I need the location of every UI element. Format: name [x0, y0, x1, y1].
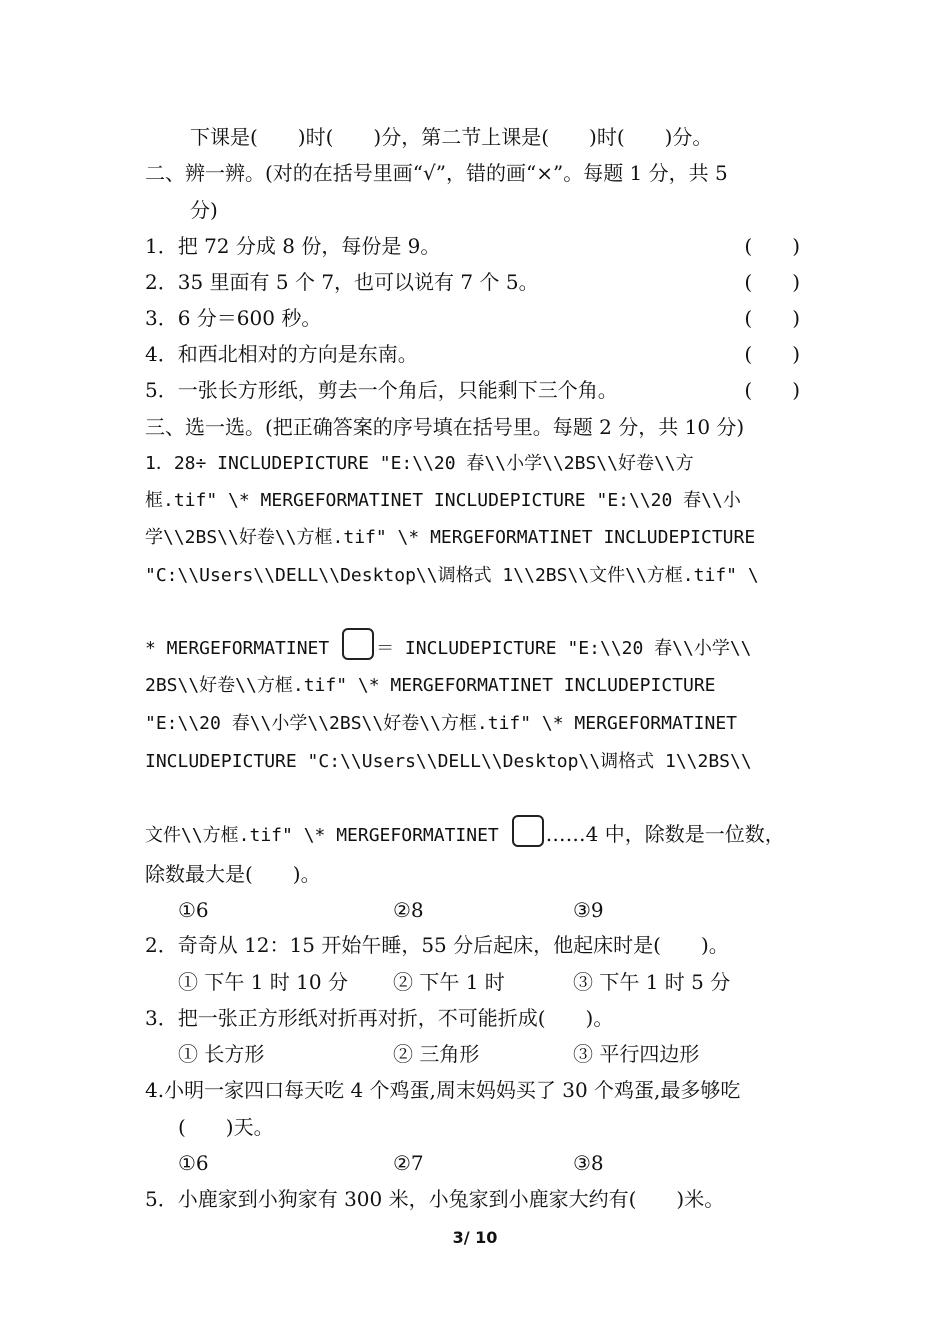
- option: ① 下午 1 时 10 分: [178, 970, 348, 994]
- page-number: 3/ 10: [452, 1228, 498, 1247]
- q1-line: INCLUDEPICTURE "C:\\Users\\DELL\\Desktop\\调格式 1\\2BS\\: [145, 751, 752, 772]
- judge-item-text: 2．35 里面有 5 个 7，也可以说有 7 个 5。: [145, 270, 539, 294]
- option: ③ 平行四边形: [573, 1042, 700, 1066]
- q2-text: 2．奇奇从 12：15 开始午睡，55 分后起床，他起床时是( )。: [145, 933, 729, 957]
- q1-line: "C:\\Users\\DELL\\Desktop\\调格式 1\\2BS\\文件\\方框.tif" \: [145, 565, 759, 586]
- q1-text: ……4 中，除数是一位数，: [545, 822, 785, 846]
- q4-text-cont: ( )天。: [178, 1115, 274, 1139]
- q1-line: 框.tif" \* MERGEFORMATINET INCLUDEPICTURE "E:\\20 春\\小: [145, 490, 741, 511]
- q1-text: 文件\\方框.tif" \* MERGEFORMATINET: [145, 825, 510, 846]
- option: ③9: [573, 898, 604, 922]
- answer-blank: ( ): [744, 270, 800, 294]
- option: ②8: [393, 898, 424, 922]
- answer-blank: ( ): [744, 378, 800, 402]
- option: ② 三角形: [393, 1042, 480, 1066]
- option: ③ 下午 1 时 5 分: [573, 970, 731, 994]
- blank-box-icon: [512, 815, 544, 847]
- section2-title-cont: 分): [190, 198, 218, 222]
- judge-item-5: [145, 377, 800, 403]
- section2-title: 二、辨一辨。(对的在括号里画“√”，错的画“×”。每题 1 分，共 5: [145, 161, 728, 185]
- option: ①6: [178, 1151, 209, 1175]
- answer-blank: ( ): [744, 234, 800, 258]
- q5-text: 5．小鹿家到小狗家有 300 米，小兔家到小鹿家大约有( )米。: [145, 1187, 725, 1211]
- judge-item-1: [145, 233, 800, 259]
- q3-text: 3．把一张正方形纸对折再对折，不可能折成( )。: [145, 1006, 614, 1030]
- q1-line: 除数最大是( )。: [145, 862, 321, 886]
- q1-line: 1．28÷ INCLUDEPICTURE "E:\\20 春\\小学\\2BS\\好卷\\方: [145, 453, 694, 474]
- q1-line: "E:\\20 春\\小学\\2BS\\好卷\\方框.tif" \* MERGEFORMATINET: [145, 713, 737, 734]
- judge-item-text: 5．一张长方形纸，剪去一个角后，只能剩下三个角。: [145, 378, 618, 402]
- judge-item-text: 1．把 72 分成 8 份，每份是 9。: [145, 234, 441, 258]
- q1-text: ＝ INCLUDEPICTURE "E:\\20 春\\小学\\: [376, 638, 752, 659]
- answer-blank: ( ): [744, 342, 800, 366]
- judge-item-4: [145, 341, 800, 367]
- section3-title: 三、选一选。(把正确答案的序号填在括号里。每题 2 分，共 10 分): [145, 415, 745, 439]
- q1-text: * MERGEFORMATINET: [145, 638, 341, 659]
- judge-item-text: 3．6 分＝600 秒。: [145, 306, 322, 330]
- judge-item-2: [145, 269, 800, 295]
- q1-line: 学\\2BS\\好卷\\方框.tif" \* MERGEFORMATINET INCLUDEPICTURE: [145, 527, 756, 548]
- option: ③8: [573, 1151, 604, 1175]
- option: ①6: [178, 898, 209, 922]
- continued-question-line: 下课是( )时( )分，第二节上课是( )时( )分。: [190, 125, 713, 149]
- answer-blank: ( ): [744, 306, 800, 330]
- blank-box-icon: [342, 628, 374, 660]
- option: ② 下午 1 时: [393, 970, 505, 994]
- option: ②7: [393, 1151, 424, 1175]
- q1-line: 2BS\\好卷\\方框.tif" \* MERGEFORMATINET INCLUDEPICTURE: [145, 675, 716, 696]
- option: ① 长方形: [178, 1042, 265, 1066]
- q4-text: 4.小明一家四口每天吃 4 个鸡蛋,周末妈妈买了 30 个鸡蛋,最多够吃: [145, 1078, 741, 1102]
- judge-item-3: [145, 305, 800, 331]
- judge-item-text: 4．和西北相对的方向是东南。: [145, 342, 418, 366]
- q1-line: [145, 628, 752, 659]
- q1-line: [145, 815, 785, 846]
